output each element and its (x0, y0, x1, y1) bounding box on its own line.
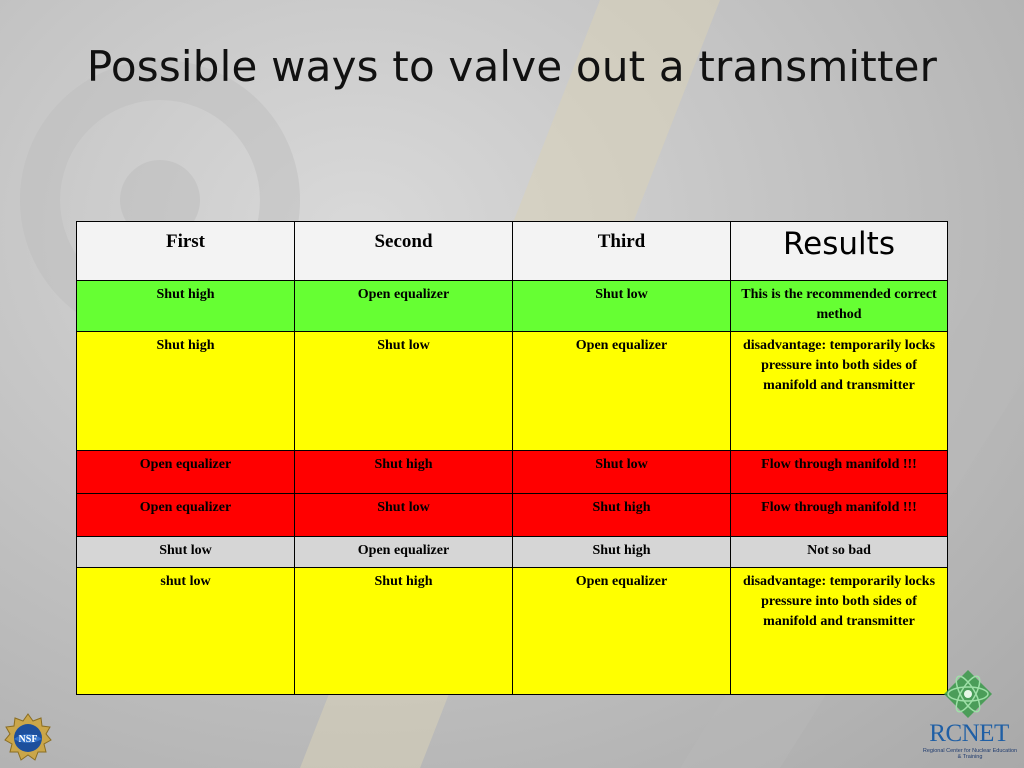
cell-results: Flow through manifold !!! (731, 451, 948, 494)
rcnet-logo-text: RCNET (929, 720, 1009, 747)
rcnet-logo-subtitle: Regional Center for Nuclear Education & Training (922, 748, 1018, 760)
table-row (77, 494, 948, 537)
cell-first: Shut high (77, 332, 295, 451)
cell-third: Open equalizer (513, 332, 731, 451)
header-third: Third (513, 222, 731, 281)
table-row (77, 568, 948, 695)
cell-second: Shut low (295, 332, 513, 451)
cell-third: Shut low (513, 451, 731, 494)
cell-third: Shut high (513, 537, 731, 568)
cell-third: Shut low (513, 281, 731, 332)
cell-first: shut low (77, 568, 295, 695)
table-row (77, 537, 948, 568)
cell-results: This is the recommended correct method (731, 281, 948, 332)
cell-first: Shut low (77, 537, 295, 568)
header-first: First (77, 222, 295, 281)
table-row (77, 281, 948, 332)
table-row (77, 451, 948, 494)
cell-second: Shut high (295, 568, 513, 695)
cell-results: disadvantage: temporarily locks pressure into both sides of manifold and transmitter (731, 332, 948, 451)
cell-third: Shut high (513, 494, 731, 537)
cell-first: Open equalizer (77, 494, 295, 537)
table-row (77, 332, 948, 451)
header-results: Results (731, 222, 948, 281)
cell-results: disadvantage: temporarily locks pressure into both sides of manifold and transmitter (731, 568, 948, 695)
cell-third: Open equalizer (513, 568, 731, 695)
table-header-row (77, 222, 948, 281)
cell-second: Shut high (295, 451, 513, 494)
nsf-logo-text: NSF (18, 734, 38, 745)
header-second: Second (295, 222, 513, 281)
valve-sequence-table (76, 221, 948, 695)
cell-second: Open equalizer (295, 537, 513, 568)
slide-title: Possible ways to valve out a transmitter (86, 42, 938, 91)
cell-first: Open equalizer (77, 451, 295, 494)
cell-results: Not so bad (731, 537, 948, 568)
cell-results: Flow through manifold !!! (731, 494, 948, 537)
cell-second: Open equalizer (295, 281, 513, 332)
cell-first: Shut high (77, 281, 295, 332)
nsf-logo-icon (4, 713, 52, 765)
cell-second: Shut low (295, 494, 513, 537)
